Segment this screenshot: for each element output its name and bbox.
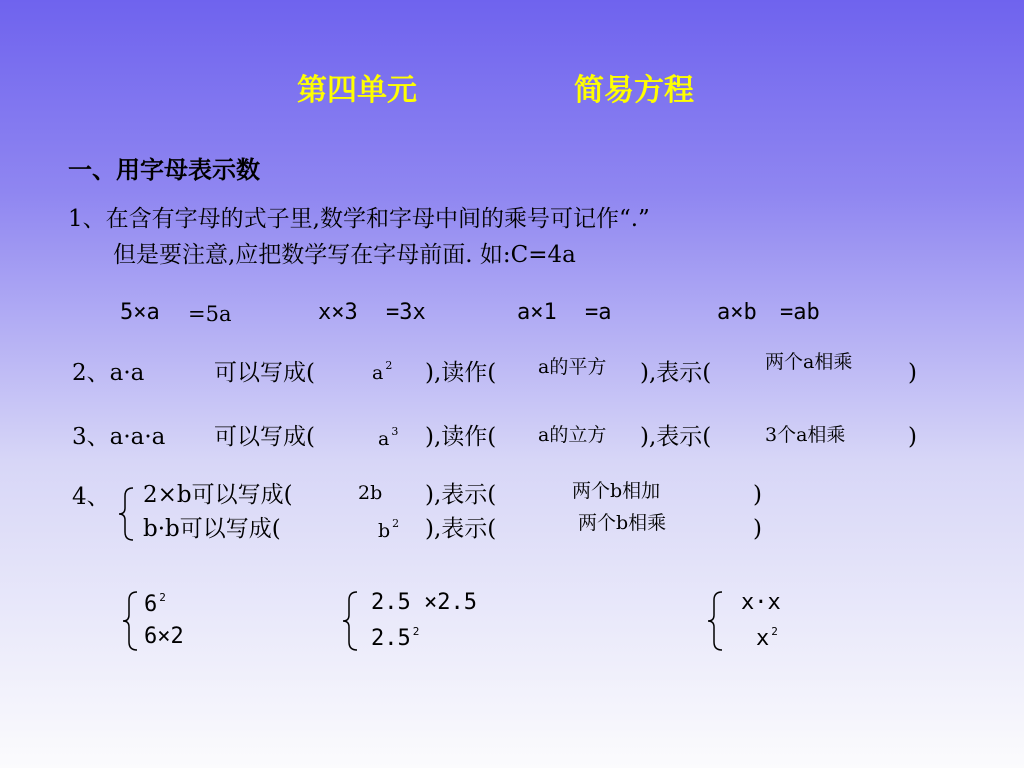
item3-prefix: 3、a·a·a — [72, 424, 166, 450]
example-result-3: =a — [585, 300, 612, 325]
comparison-brace-3 — [705, 590, 725, 652]
item1-line2: 但是要注意,应把数学写在字母前面. 如:C=4a — [113, 242, 576, 268]
example-expr-2: x×3 — [318, 300, 358, 325]
item2-write-as: 可以写成( — [214, 360, 315, 386]
comparison-3-bottom: x $^2$ — [756, 625, 778, 651]
comparison-1-top: 6 $^2$ — [144, 591, 166, 617]
section-heading: 一、用字母表示数 — [68, 156, 260, 184]
example-expr-1: 5×a — [120, 300, 160, 325]
example-result-2: =3x — [386, 300, 426, 325]
item2-read-answer: a的平方 — [538, 356, 607, 378]
example-result-1: =5a — [188, 302, 232, 326]
item2-means-answer: 两个a相乘 — [765, 351, 853, 373]
item4-row2-means: ),表示( — [425, 516, 497, 542]
comparison-brace-1 — [120, 590, 140, 652]
item4-row1-close: ) — [753, 482, 762, 508]
item3-write-as: 可以写成( — [214, 424, 315, 450]
item4-brace — [116, 486, 136, 542]
item2-means: ),表示( — [640, 360, 712, 386]
comparison-brace-2 — [340, 590, 360, 652]
example-expr-3: a×1 — [517, 300, 557, 325]
topic-title: 简易方程 — [574, 73, 694, 108]
comparison-2-bottom: 2.5 $^2$ — [371, 625, 420, 651]
item2-prefix: 2、a·a — [72, 360, 145, 386]
item4-row1-expr: 2×b可以写成( — [143, 482, 293, 508]
comparison-2-top: 2.5 ×2.5 — [371, 590, 477, 615]
item3-means-answer: 3个a相乘 — [765, 424, 846, 446]
item4-prefix: 4、 — [72, 484, 110, 510]
item4-row2-means-answer: 两个b相乘 — [578, 512, 667, 534]
item3-read-as: ),读作( — [425, 424, 497, 450]
item3-read-answer: a的立方 — [538, 424, 607, 446]
comparison-1-bottom: 6×2 — [144, 624, 184, 649]
item2-close: ) — [908, 360, 917, 386]
unit-title: 第四单元 — [297, 73, 417, 108]
item3-answer: a $^3$ — [378, 425, 399, 450]
item4-row2-answer: b $^2$ — [378, 517, 400, 542]
item2-answer: a $^2$ — [372, 359, 393, 384]
example-expr-4: a×b — [717, 300, 757, 325]
item4-row2-close: ) — [753, 516, 762, 542]
item3-close: ) — [908, 424, 917, 450]
item4-row1-answer: 2b — [358, 482, 383, 504]
item4-row1-means-answer: 两个b相加 — [572, 480, 661, 502]
example-result-4: =ab — [780, 300, 820, 325]
item4-row2-expr: b·b可以写成( — [143, 516, 281, 542]
item4-row1-means: ),表示( — [425, 482, 497, 508]
item3-means: ),表示( — [640, 424, 712, 450]
comparison-3-top: x·x — [741, 590, 781, 615]
item2-read-as: ),读作( — [425, 360, 497, 386]
item1-line1: 1、在含有字母的式子里,数学和字母中间的乘号可记作“.” — [68, 206, 650, 232]
